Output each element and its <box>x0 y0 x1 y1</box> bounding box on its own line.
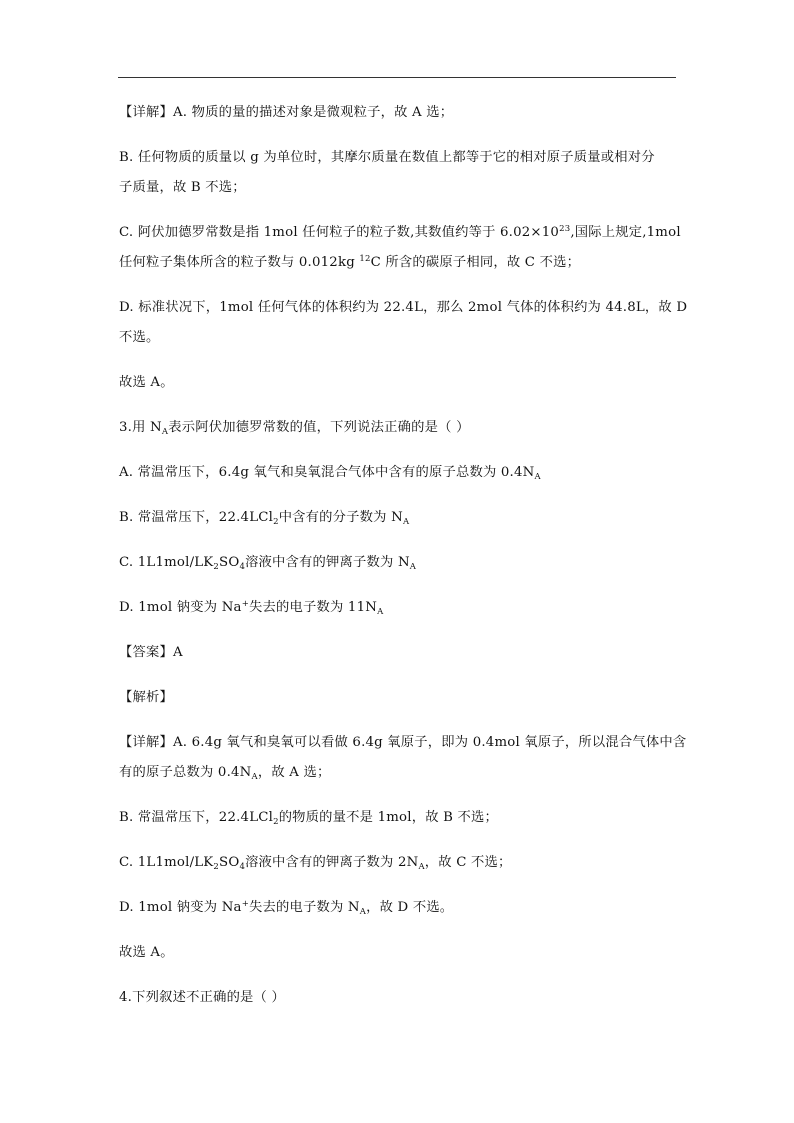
detail-line-a <box>119 104 453 122</box>
text: 的物质的量不是 1mol，故 B 不选； <box>278 810 499 825</box>
detail-3-a1 <box>119 734 686 752</box>
text: 不选。 <box>119 330 160 345</box>
text: D. 标准状况下，1mol 任何气体的体积约为 22.4L，那么 2mol 气体的体积约为 44.8L，故 D <box>119 300 688 315</box>
text: 失去的电子数为 11N <box>249 600 378 615</box>
option-d <box>119 599 383 617</box>
text: 子质量，故 B 不选； <box>119 180 246 195</box>
text: 4.下列叙述不正确的是（ ） <box>119 990 285 1005</box>
detail-3-c <box>119 854 512 872</box>
answer <box>119 644 183 662</box>
option-a <box>119 464 541 482</box>
detail-line-c2 <box>119 254 580 272</box>
text: 故选 A。 <box>119 375 174 390</box>
text: B. 常温常压下，22.4LCl <box>119 510 274 525</box>
header-rule <box>118 77 676 78</box>
text: B. 任何物质的质量以 g 为单位时，其摩尔质量在数值上都等于它的相对原子质量或相对分 <box>119 150 655 165</box>
option-c <box>119 554 416 572</box>
conclusion-prev <box>119 374 174 392</box>
text: ，故 A 选； <box>257 765 331 780</box>
text: 溶液中含有的钾离子数为 N <box>245 555 410 570</box>
subscript: 4 <box>239 862 246 872</box>
text: A. 常温常压下，6.4g 氧气和臭氧混合气体中含有的原子总数为 0.4N <box>119 465 535 480</box>
text: ,国际上规定,1mol <box>570 225 681 240</box>
text: 溶液中含有的钾离子数为 2N <box>245 855 419 870</box>
text: ，故 D 不选。 <box>366 900 454 915</box>
text: B. 常温常压下，22.4LCl <box>119 810 274 825</box>
text: C 所含的碳原子相同，故 C 不选； <box>370 255 581 270</box>
text: D. 1mol 钠变为 Na <box>119 600 242 615</box>
option-b <box>119 509 409 527</box>
question3-stem <box>119 419 470 437</box>
superscript: + <box>241 899 250 909</box>
subscript: A <box>418 862 425 872</box>
detail-3-d <box>119 899 453 917</box>
text: 【详解】A. 物质的量的描述对象是微观粒子，故 A 选； <box>119 105 454 120</box>
subscript: A <box>161 427 169 437</box>
subscript: A <box>534 472 541 482</box>
detail-3-b <box>119 809 498 827</box>
text: SO <box>219 855 240 870</box>
text: 失去的电子数为 N <box>249 900 360 915</box>
subscript: 2 <box>213 562 220 572</box>
text: 任何粒子集体所含的粒子数与 0.012kg <box>119 255 360 270</box>
text: 【答案】A <box>119 645 183 660</box>
superscript: + <box>241 599 250 609</box>
subscript: A <box>402 517 410 527</box>
subscript: 2 <box>213 862 220 872</box>
detail-line-c1 <box>119 224 681 242</box>
conclusion-3 <box>119 944 174 962</box>
detail-line-b1 <box>119 149 655 167</box>
detail-3-a2 <box>119 764 331 782</box>
subscript: A <box>359 907 367 917</box>
subscript: 2 <box>273 517 279 527</box>
superscript: 12 <box>359 254 371 264</box>
text: 【详解】A. 6.4g 氧气和臭氧可以看做 6.4g 氧原子，即为 0.4mol 氧原子，所以混合气体中含 <box>119 735 687 750</box>
subscript: 4 <box>239 562 246 572</box>
text: SO <box>219 555 240 570</box>
text: C. 1L1mol/LK <box>119 555 214 570</box>
subscript: 2 <box>273 817 279 827</box>
analysis-heading <box>119 689 173 707</box>
text: D. 1mol 钠变为 Na <box>119 900 242 915</box>
text: 【解析】 <box>119 690 173 705</box>
question4-stem <box>119 989 285 1007</box>
subscript: A <box>409 562 417 572</box>
detail-line-d1 <box>119 299 687 317</box>
text: 有的原子总数为 0.4N <box>119 765 252 780</box>
subscript: A <box>377 607 384 617</box>
text: C. 1L1mol/LK <box>119 855 214 870</box>
subscript: A <box>251 772 258 782</box>
superscript: 23 <box>559 224 571 234</box>
detail-line-b2 <box>119 179 246 197</box>
text: ，故 C 不选； <box>424 855 512 870</box>
detail-line-d2 <box>119 329 160 347</box>
text: 3.用 N <box>119 420 162 435</box>
text: 表示阿伏加德罗常数的值，下列说法正确的是（ ） <box>168 420 470 435</box>
text: C. 阿伏加德罗常数是指 1mol 任何粒子的粒子数,其数值约等于 6.02×10 <box>119 225 560 240</box>
text: 故选 A。 <box>119 945 174 960</box>
text: 中含有的分子数为 N <box>278 510 403 525</box>
